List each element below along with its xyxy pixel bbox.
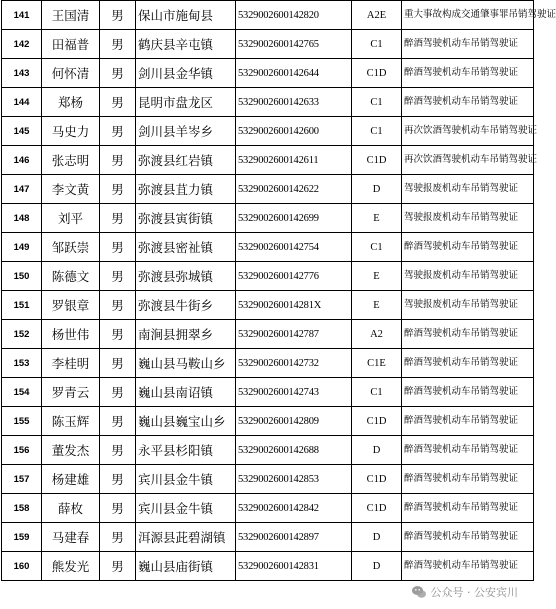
driver-sex: 男 [100,59,136,88]
driver-address: 洱源县茈碧湖镇 [136,523,236,552]
revocation-reason: 醉酒驾驶机动车吊销驾驶证 [402,30,534,59]
license-type: C1D [352,407,402,436]
table-row [2,262,534,291]
table-row [2,175,534,204]
driver-name: 罗银章 [42,291,100,320]
driver-address: 巍山县巍宝山乡 [136,407,236,436]
license-type: D [352,175,402,204]
driver-address: 剑川县羊岑乡 [136,117,236,146]
license-number: 5329002600142787 [236,320,352,349]
license-number: 5329002600142644 [236,59,352,88]
revocation-reason: 醉酒驾驶机动车吊销驾驶证 [402,59,534,88]
revocation-reason: 醉酒驾驶机动车吊销驾驶证 [402,465,534,494]
driver-sex: 男 [100,117,136,146]
driver-address: 弥渡县弥城镇 [136,262,236,291]
revocation-reason: 醉酒驾驶机动车吊销驾驶证 [402,233,534,262]
row-number: 156 [2,436,42,465]
row-number: 144 [2,88,42,117]
license-type: D [352,552,402,581]
driver-address: 宾川县金牛镇 [136,465,236,494]
row-number: 150 [2,262,42,291]
driver-address: 永平县杉阳镇 [136,436,236,465]
table-row [2,523,534,552]
table-row [2,378,534,407]
driver-name: 熊发光 [42,552,100,581]
driver-name: 杨建雄 [42,465,100,494]
driver-name: 田福普 [42,30,100,59]
license-type: C1D [352,465,402,494]
driver-name: 邹跃崇 [42,233,100,262]
driver-sex: 男 [100,175,136,204]
driver-name: 刘平 [42,204,100,233]
driver-address: 昆明市盘龙区 [136,88,236,117]
driver-name: 李桂明 [42,349,100,378]
driver-name: 陈德文 [42,262,100,291]
row-number: 152 [2,320,42,349]
license-number: 5329002600142743 [236,378,352,407]
driver-address: 弥渡县密祉镇 [136,233,236,262]
license-number: 5329002600142897 [236,523,352,552]
driver-name: 王国清 [42,1,100,30]
table-row [2,465,534,494]
revocation-reason: 驾驶报废机动车吊销驾驶证 [402,204,534,233]
driver-name: 何怀清 [42,59,100,88]
driver-sex: 男 [100,436,136,465]
row-number: 158 [2,494,42,523]
license-number: 5329002600142688 [236,436,352,465]
license-type: C1 [352,378,402,407]
driver-sex: 男 [100,320,136,349]
license-type: C1 [352,88,402,117]
driver-address: 巍山县南诏镇 [136,378,236,407]
driver-name: 李文黄 [42,175,100,204]
driver-address: 南涧县拥翠乡 [136,320,236,349]
license-number: 5329002600142754 [236,233,352,262]
row-number: 143 [2,59,42,88]
wechat-icon [411,584,427,600]
revocation-reason: 驾驶报废机动车吊销驾驶证 [402,175,534,204]
license-number: 5329002600142809 [236,407,352,436]
driver-sex: 男 [100,494,136,523]
table-row [2,494,534,523]
driver-address: 弥渡县牛街乡 [136,291,236,320]
revocation-reason: 醉酒驾驶机动车吊销驾驶证 [402,349,534,378]
driver-name: 罗青云 [42,378,100,407]
driver-sex: 男 [100,465,136,494]
driver-address: 弥渡县苴力镇 [136,175,236,204]
license-number: 5329002600142776 [236,262,352,291]
row-number: 160 [2,552,42,581]
table-row [2,146,534,175]
license-type: C1 [352,233,402,262]
revocation-reason: 醉酒驾驶机动车吊销驾驶证 [402,552,534,581]
row-number: 155 [2,407,42,436]
license-type: A2E [352,1,402,30]
revocation-reason: 再次饮酒驾驶机动车吊销驾驶证 [402,146,534,175]
driver-sex: 男 [100,88,136,117]
row-number: 154 [2,378,42,407]
driver-address: 巍山县马鞍山乡 [136,349,236,378]
license-type: C1 [352,30,402,59]
driver-sex: 男 [100,1,136,30]
driver-address: 巍山县庙街镇 [136,552,236,581]
license-number: 5329002600142699 [236,204,352,233]
driver-name: 陈玉辉 [42,407,100,436]
revocation-reason: 醉酒驾驶机动车吊销驾驶证 [402,436,534,465]
revocation-reason: 醉酒驾驶机动车吊销驾驶证 [402,407,534,436]
driver-sex: 男 [100,349,136,378]
row-number: 147 [2,175,42,204]
license-type: D [352,523,402,552]
license-number: 5329002600142842 [236,494,352,523]
driver-sex: 男 [100,233,136,262]
driver-address: 鹤庆县辛屯镇 [136,30,236,59]
revocation-reason: 重大事故构成交通肇事罪吊销驾驶证 [402,1,534,30]
driver-address: 保山市施甸县 [136,1,236,30]
driver-sex: 男 [100,378,136,407]
revocation-reason: 再次饮酒驾驶机动车吊销驾驶证 [402,117,534,146]
revocation-reason: 驾驶报废机动车吊销驾驶证 [402,291,534,320]
table-body [2,1,556,581]
row-number: 145 [2,117,42,146]
driver-sex: 男 [100,523,136,552]
row-number: 153 [2,349,42,378]
license-type: C1D [352,146,402,175]
driver-address: 宾川县金牛镇 [136,494,236,523]
row-number: 159 [2,523,42,552]
driver-name: 马史力 [42,117,100,146]
driver-sex: 男 [100,30,136,59]
driver-name: 郑杨 [42,88,100,117]
driver-address: 剑川县金华镇 [136,59,236,88]
license-type: C1E [352,349,402,378]
license-type: A2 [352,320,402,349]
license-number: 5329002600142853 [236,465,352,494]
license-number: 5329002600142765 [236,30,352,59]
table-row [2,407,534,436]
revocation-reason: 醉酒驾驶机动车吊销驾驶证 [402,494,534,523]
watermark [408,583,522,601]
row-number: 142 [2,30,42,59]
license-number: 5329002600142633 [236,88,352,117]
table-row [2,117,534,146]
table-row [2,291,534,320]
license-number: 5329002600142831 [236,552,352,581]
license-type: D [352,436,402,465]
driver-name: 薛枚 [42,494,100,523]
table-row [2,320,534,349]
driver-sex: 男 [100,407,136,436]
table-row [2,204,534,233]
table-row [2,552,534,581]
license-number: 532900260014282​0 [236,1,352,30]
row-number: 148 [2,204,42,233]
revocation-reason: 醉酒驾驶机动车吊销驾驶证 [402,523,534,552]
table-row [2,88,534,117]
driver-name: 董发杰 [42,436,100,465]
row-number: 146 [2,146,42,175]
revocation-table [1,0,556,581]
driver-name: 杨世伟 [42,320,100,349]
driver-sex: 男 [100,262,136,291]
table-row [2,233,534,262]
row-number: 149 [2,233,42,262]
table-row [2,30,534,59]
table-row [2,1,534,30]
table-row [2,436,534,465]
row-number: 157 [2,465,42,494]
license-type: C1D [352,494,402,523]
license-type: E [352,291,402,320]
license-number: 532900260014281X [236,291,352,320]
license-number: 5329002600142600 [236,117,352,146]
license-number: 5329002600142622 [236,175,352,204]
table-row [2,349,534,378]
revocation-reason: 醉酒驾驶机动车吊销驾驶证 [402,378,534,407]
driver-sex: 男 [100,552,136,581]
revocation-reason: 醉酒驾驶机动车吊销驾驶证 [402,320,534,349]
driver-sex: 男 [100,291,136,320]
driver-address: 弥渡县红岩镇 [136,146,236,175]
driver-sex: 男 [100,204,136,233]
row-number: 151 [2,291,42,320]
license-type: C1D [352,59,402,88]
table-row [2,59,534,88]
driver-sex: 男 [100,146,136,175]
license-type: E [352,204,402,233]
watermark-text: 公众号 · 公安宾川 [430,586,518,599]
revocation-reason: 驾驶报废机动车吊销驾驶证 [402,262,534,291]
license-type: E [352,262,402,291]
revocation-reason: 醉酒驾驶机动车吊销驾驶证 [402,88,534,117]
license-type: C1 [352,117,402,146]
driver-name: 马建春 [42,523,100,552]
row-number: 141 [2,1,42,30]
driver-name: 张志明 [42,146,100,175]
license-number: 5329002600142732 [236,349,352,378]
driver-address: 弥渡县寅街镇 [136,204,236,233]
license-number: 5329002600142611 [236,146,352,175]
